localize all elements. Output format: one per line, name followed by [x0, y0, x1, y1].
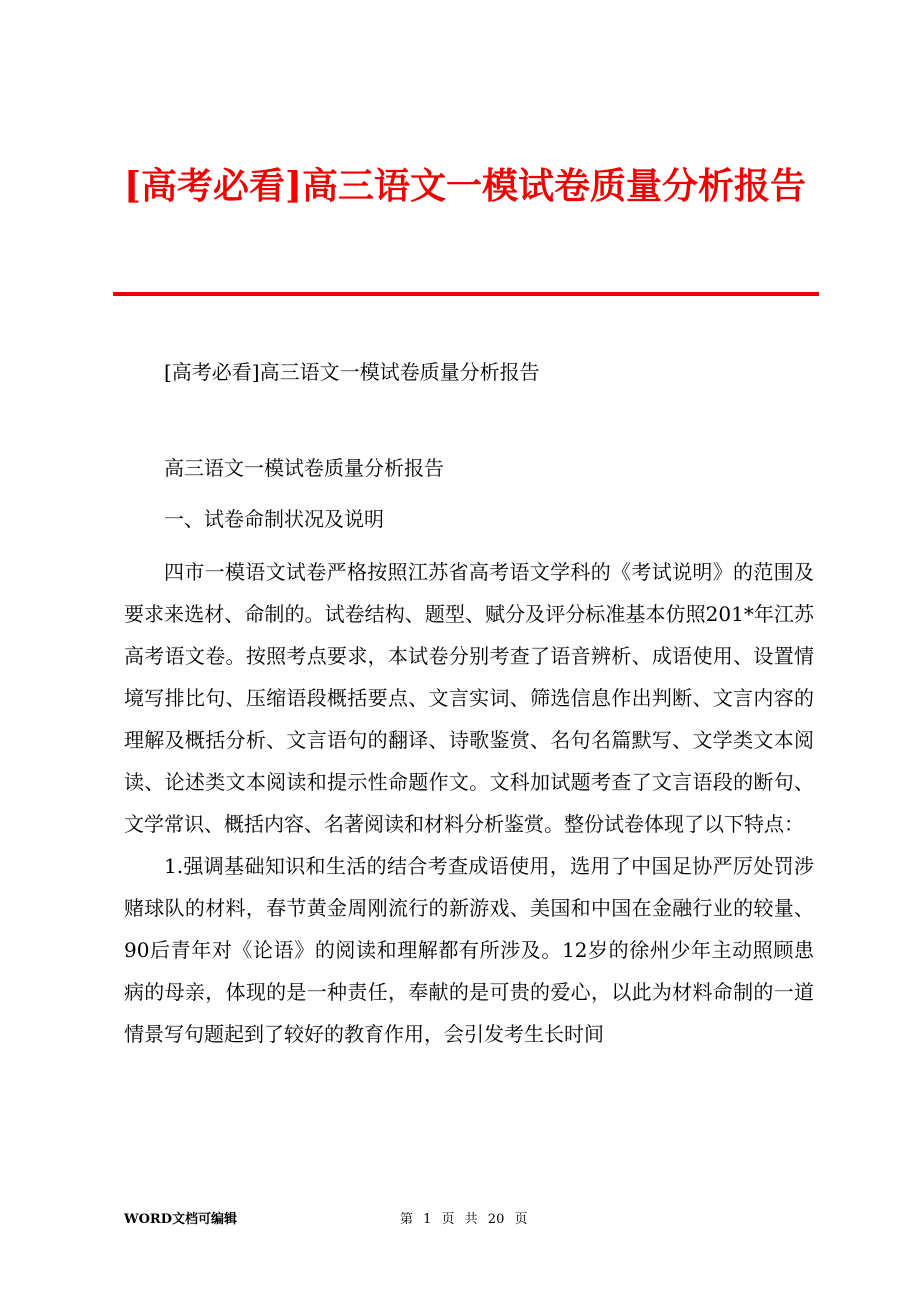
intro-line: [高考必看]高三语文一模试卷质量分析报告: [164, 360, 540, 384]
paragraph: 四市一模语文试卷严格按照江苏省高考语文学科的《考试说明》的范围及要求来选材、命制的。试卷结构、题型、赋分及评分标准基本仿照201*年江苏高考语文卷。按照考点要求，本试卷分别考查了语音辨析、成语使用、设置情境写排比句、压缩语段概括要点、文言实词、筛选信息作出判断、文言内容的理解及概括分析、文言语句的翻译、诗歌鉴赏、名句名篇默写、文学类文本阅读、论述类文本阅读和提示性命题作文。文科加试题考查了文言语段的断句、文学常识、概括内容、名著阅读和材料分析鉴赏。整份试卷体现了以下特点：: [124, 560, 814, 836]
title-divider: [113, 292, 819, 296]
footer-editable-note: WORD文档可编辑: [124, 1212, 238, 1227]
document-title: [高考必看]高三语文一模试卷质量分析报告: [123, 165, 807, 207]
subtitle: 高三语文一模试卷质量分析报告: [164, 456, 444, 480]
section-heading: 一、试卷命制状况及说明: [164, 507, 384, 531]
body-text: [124, 551, 814, 1055]
paragraph: 1.强调基础知识和生活的结合考查成语使用，选用了中国足协严厉处罚涉赌球队的材料，春节黄金周刚流行的新游戏、美国和中国在金融行业的较量、90后青年对《论语》的阅读和理解都有所涉及。12岁的徐州少年主动照顾患病的母亲，体现的是一种责任，奉献的是可贵的爱心，以此为材料命制的一道情景写句题起到了较好的教育作用，会引发考生长时间: [124, 854, 814, 1046]
footer-page-number: 第 1 页 共 20 页: [400, 1212, 528, 1227]
